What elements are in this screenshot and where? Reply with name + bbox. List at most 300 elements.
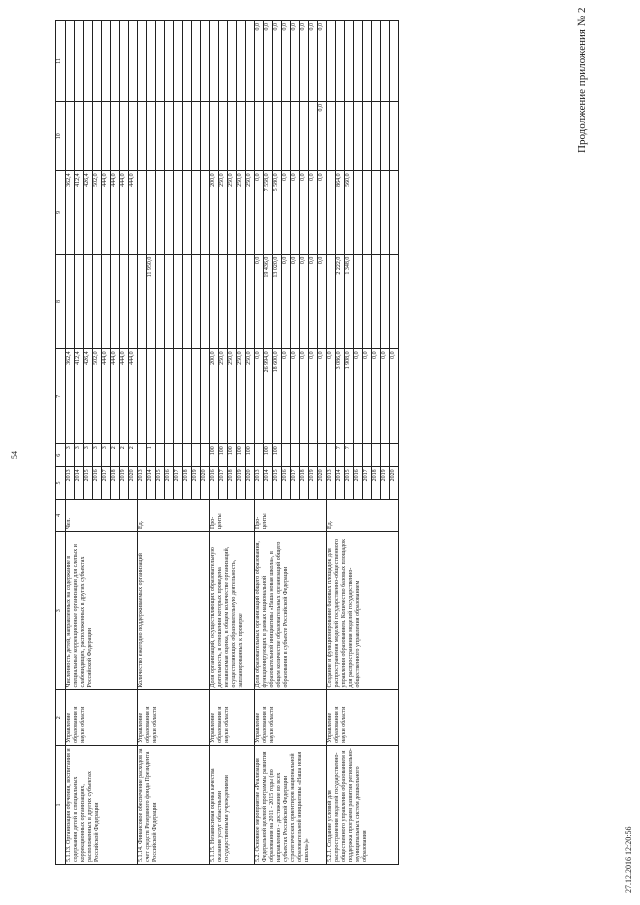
amount-cell: 0,0 — [381, 349, 390, 444]
year-cell: 2013 — [327, 467, 336, 499]
amount-cell — [192, 102, 201, 171]
target-value-cell: 100 — [264, 444, 273, 467]
amount-cell — [327, 102, 336, 171]
amount-cell — [192, 254, 201, 349]
amount-cell — [183, 102, 192, 171]
indicator-cell: Численность детей, направленных на содержание в специальные коррекционные организации для слепых и слабовидящих, расположенных в других субъектах Российской Федерации — [66, 532, 138, 690]
amount-cell: 362,4 — [66, 349, 75, 444]
target-value-cell: 7 — [345, 444, 354, 467]
year-cell: 2019 — [237, 467, 246, 499]
year-cell: 2017 — [291, 467, 300, 499]
target-value-cell — [282, 444, 291, 467]
year-cell: 2019 — [381, 467, 390, 499]
amount-cell — [201, 349, 210, 444]
amount-cell: 412,4 — [75, 171, 84, 254]
amount-cell: 0,0 — [363, 349, 372, 444]
executor-cell: Управление образования и науки области — [327, 690, 399, 745]
amount-cell: 0,0 — [282, 349, 291, 444]
amount-cell: 0,0 — [372, 349, 381, 444]
amount-cell — [381, 254, 390, 349]
amount-cell: 0,0 — [291, 349, 300, 444]
amount-cell: 426,4 — [84, 349, 93, 444]
target-value-cell: 100 — [273, 444, 282, 467]
amount-cell — [174, 349, 183, 444]
amount-cell — [174, 21, 183, 102]
amount-cell: 560,0 — [345, 171, 354, 254]
year-cell: 2013 — [66, 467, 75, 499]
amount-cell — [102, 21, 111, 102]
amount-cell — [327, 21, 336, 102]
year-cell: 2017 — [363, 467, 372, 499]
target-value-cell: 2 — [111, 444, 120, 467]
amount-cell — [156, 254, 165, 349]
column-header: 5 — [56, 467, 66, 499]
year-cell: 2015 — [156, 467, 165, 499]
target-value-cell: 3 — [93, 444, 102, 467]
column-header: 2 — [56, 690, 66, 745]
amount-cell — [363, 21, 372, 102]
year-cell: 2019 — [192, 467, 201, 499]
target-value-cell — [201, 444, 210, 467]
year-cell: 2017 — [102, 467, 111, 499]
year-cell: 2015 — [345, 467, 354, 499]
amount-cell — [228, 254, 237, 349]
amount-cell — [390, 102, 399, 171]
amount-cell — [219, 102, 228, 171]
amount-cell — [210, 102, 219, 171]
amount-cell: 0,0 — [327, 349, 336, 444]
amount-cell — [183, 349, 192, 444]
year-cell: 2014 — [147, 467, 156, 499]
amount-cell: 444,0 — [111, 171, 120, 254]
column-header: 7 — [56, 349, 66, 444]
amount-cell — [354, 21, 363, 102]
amount-cell — [102, 254, 111, 349]
amount-cell — [156, 21, 165, 102]
amount-cell — [345, 21, 354, 102]
amount-cell — [192, 171, 201, 254]
year-cell: 2014 — [264, 467, 273, 499]
amount-cell: 1 348,0 — [345, 254, 354, 349]
amount-cell: 250,0 — [228, 171, 237, 254]
amount-cell — [174, 171, 183, 254]
amount-cell: 7 558,0 — [264, 171, 273, 254]
year-cell: 2020 — [129, 467, 138, 499]
amount-cell — [201, 102, 210, 171]
amount-cell — [237, 254, 246, 349]
amount-cell — [129, 21, 138, 102]
amount-cell — [138, 102, 147, 171]
amount-cell: 0,0 — [354, 349, 363, 444]
amount-cell: 412,4 — [75, 349, 84, 444]
amount-cell — [264, 102, 273, 171]
column-header: 8 — [56, 254, 66, 349]
year-cell: 2018 — [111, 467, 120, 499]
amount-cell — [291, 102, 300, 171]
amount-cell — [120, 21, 129, 102]
year-cell: 2018 — [228, 467, 237, 499]
year-cell: 2016 — [282, 467, 291, 499]
amount-cell: 444,0 — [129, 171, 138, 254]
amount-cell: 444,0 — [129, 349, 138, 444]
amount-cell — [210, 21, 219, 102]
unit-cell: Чел. — [66, 499, 138, 531]
target-value-cell: 2 — [129, 444, 138, 467]
amount-cell: 0,0 — [282, 21, 291, 102]
amount-cell: 0,0 — [255, 21, 264, 102]
target-value-cell: 3 — [66, 444, 75, 467]
target-value-cell: 100 — [219, 444, 228, 467]
indicator-cell: Доля образовательных организаций общего образования, функционирующих в рамках национальной образовательной инициативы «Наша новая школа», в общем количестве образовательных организаций общего образования в субъекте Российской Федерации — [255, 532, 327, 690]
executor-cell: Управление образования и науки области — [66, 690, 138, 745]
year-cell: 2020 — [246, 467, 255, 499]
measure-cell: 5.2. Основное мероприятие «Реализация Федеральной целевой программы развития образования на 2011 - 2015 годы (по направлению - достижение во всех субъектах Российской Федерации стратегических ориентиров национальной образовательной инициативы «Наша новая школа»)» — [255, 745, 327, 864]
target-value-cell — [372, 444, 381, 467]
target-value-cell: 3 — [102, 444, 111, 467]
amount-cell — [372, 171, 381, 254]
amount-cell — [165, 102, 174, 171]
amount-cell — [381, 21, 390, 102]
amount-cell — [183, 21, 192, 102]
executor-cell: Управление образования и науки области — [210, 690, 255, 745]
amount-cell: 250,0 — [246, 171, 255, 254]
target-value-cell — [354, 444, 363, 467]
annex-title: Продолжение приложения № 2 — [576, 7, 588, 153]
amount-cell: 0,0 — [255, 254, 264, 349]
amount-cell — [201, 254, 210, 349]
amount-cell — [282, 102, 291, 171]
amount-cell: 0,0 — [282, 254, 291, 349]
amount-cell — [129, 102, 138, 171]
amount-cell: 444,0 — [120, 349, 129, 444]
amount-cell: 0,0 — [300, 254, 309, 349]
header-row — [56, 21, 66, 865]
amount-cell — [363, 171, 372, 254]
unit-cell: Про-центы — [255, 499, 327, 531]
amount-cell — [102, 102, 111, 171]
amount-cell — [246, 21, 255, 102]
amount-cell — [174, 254, 183, 349]
year-cell: 2013 — [138, 467, 147, 499]
amount-cell: 200,0 — [210, 349, 219, 444]
target-value-cell — [381, 444, 390, 467]
amount-cell — [129, 254, 138, 349]
amount-cell — [147, 102, 156, 171]
amount-cell: 362,4 — [66, 171, 75, 254]
amount-cell — [327, 171, 336, 254]
year-cell: 2016 — [93, 467, 102, 499]
amount-cell: 250,0 — [237, 171, 246, 254]
amount-cell — [327, 254, 336, 349]
amount-cell — [84, 21, 93, 102]
target-value-cell: 7 — [336, 444, 345, 467]
amount-cell — [390, 254, 399, 349]
indicator-cell: Создание и функционирование базовых площадок для распространения моделей государственно-общественного управления образованием. Количество базовых площадок для распространения моделей государственно-общественного управления образованием — [327, 532, 399, 690]
year-cell: 2016 — [210, 467, 219, 499]
amount-cell — [75, 21, 84, 102]
amount-cell — [120, 102, 129, 171]
year-cell: 2016 — [165, 467, 174, 499]
amount-cell: 13 020,0 — [273, 254, 282, 349]
target-value-cell — [363, 444, 372, 467]
indicator-cell: Количество ежегодно поддерживаемых организаций — [138, 532, 210, 690]
amount-cell — [93, 21, 102, 102]
amount-cell — [147, 349, 156, 444]
amount-cell — [192, 349, 201, 444]
amount-cell — [228, 102, 237, 171]
amount-cell — [66, 254, 75, 349]
target-value-cell — [327, 444, 336, 467]
amount-cell — [138, 21, 147, 102]
page-number: 54 — [10, 451, 19, 459]
amount-cell — [273, 102, 282, 171]
amount-cell — [138, 171, 147, 254]
print-timestamp: 27.12.2016 12:20:56 — [624, 826, 633, 893]
year-cell: 2014 — [336, 467, 345, 499]
target-value-cell — [291, 444, 300, 467]
amount-cell: 444,0 — [111, 349, 120, 444]
amount-cell: 250,0 — [246, 349, 255, 444]
amount-cell: 502,0 — [93, 171, 102, 254]
amount-cell — [336, 21, 345, 102]
table-row — [327, 21, 336, 865]
year-cell: 2020 — [201, 467, 210, 499]
amount-cell — [156, 171, 165, 254]
amount-cell: 11 950,0 — [147, 254, 156, 349]
column-header: 11 — [56, 21, 66, 102]
amount-cell: 0,0 — [300, 171, 309, 254]
amount-cell — [237, 102, 246, 171]
amount-cell: 0,0 — [255, 171, 264, 254]
amount-cell: 444,0 — [102, 171, 111, 254]
year-cell: 2017 — [219, 467, 228, 499]
year-cell: 2015 — [84, 467, 93, 499]
amount-cell — [84, 102, 93, 171]
amount-cell: 0,0 — [282, 171, 291, 254]
executor-cell: Управление образования и науки области — [255, 690, 327, 745]
amount-cell: 0,0 — [273, 21, 282, 102]
amount-cell — [372, 102, 381, 171]
amount-cell: 0,0 — [255, 349, 264, 444]
amount-cell — [183, 171, 192, 254]
amount-cell: 18 600,0 — [273, 349, 282, 444]
amount-cell: 864,0 — [336, 171, 345, 254]
indicator-cell: Доля организаций, осуществляющих образовательную деятельность, в отношении которых проведена независимая оценка, в общем количестве организаций, осуществляющих образовательную деятельность, запланированных к проверке — [210, 532, 255, 690]
column-header: 4 — [56, 499, 66, 531]
amount-cell — [201, 171, 210, 254]
amount-cell — [390, 171, 399, 254]
amount-cell — [183, 254, 192, 349]
year-cell: 2014 — [75, 467, 84, 499]
amount-cell — [66, 21, 75, 102]
amount-cell — [147, 171, 156, 254]
amount-cell: 5 580,0 — [273, 171, 282, 254]
amount-cell — [165, 254, 174, 349]
target-value-cell: 100 — [210, 444, 219, 467]
amount-cell — [246, 102, 255, 171]
amount-cell — [111, 254, 120, 349]
amount-cell: 250,0 — [219, 349, 228, 444]
amount-cell: 0,0 — [300, 349, 309, 444]
amount-cell: 444,0 — [120, 171, 129, 254]
amount-cell — [75, 254, 84, 349]
amount-cell: 19 436,0 — [264, 254, 273, 349]
measure-cell: 5.2.1. Создание условий для распространения моделей государственно-общественного управления образованием и поддержка программ развития регионально-муниципальных систем дошкольного образования — [327, 745, 399, 864]
amount-cell — [381, 102, 390, 171]
amount-cell — [246, 254, 255, 349]
table-row — [138, 21, 147, 865]
target-value-cell — [318, 444, 327, 467]
unit-cell: Про-центы — [210, 499, 255, 531]
amount-cell — [156, 102, 165, 171]
measure-cell: 5.1.15. Независимая оценка качества оказания услуг областными государственными учреждениями — [210, 745, 255, 864]
amount-cell — [192, 21, 201, 102]
table-body — [66, 21, 399, 865]
column-header: 1 — [56, 745, 66, 864]
amount-cell: 0,0 — [309, 21, 318, 102]
executor-cell: Управление образования и науки области — [138, 690, 210, 745]
amount-cell: 200,0 — [210, 171, 219, 254]
amount-cell: 0,0 — [318, 102, 327, 171]
column-header: 3 — [56, 532, 66, 690]
amount-cell — [255, 102, 264, 171]
target-value-cell: 100 — [246, 444, 255, 467]
amount-cell — [300, 102, 309, 171]
amount-cell: 0,0 — [300, 21, 309, 102]
amount-cell — [201, 21, 210, 102]
amount-cell: 0,0 — [309, 171, 318, 254]
amount-cell: 0,0 — [291, 254, 300, 349]
target-value-cell: 100 — [228, 444, 237, 467]
measure-cell: 5.1.14. Финансовое обеспечение расходов за счет средств Резервного фонда Президента Российской Федерации — [138, 745, 210, 864]
target-value-cell — [174, 444, 183, 467]
target-value-cell: 3 — [84, 444, 93, 467]
column-header: 9 — [56, 171, 66, 254]
target-value-cell: 2 — [120, 444, 129, 467]
target-value-cell — [156, 444, 165, 467]
amount-cell: 0,0 — [291, 171, 300, 254]
amount-cell: 3 086,0 — [336, 349, 345, 444]
year-cell: 2018 — [300, 467, 309, 499]
amount-cell: 502,0 — [93, 349, 102, 444]
target-value-cell — [183, 444, 192, 467]
amount-cell: 250,0 — [219, 171, 228, 254]
amount-cell — [363, 102, 372, 171]
unit-cell: Ед. — [327, 499, 399, 531]
amount-cell — [210, 254, 219, 349]
amount-cell: 2 222,0 — [336, 254, 345, 349]
amount-cell: 426,4 — [84, 171, 93, 254]
amount-cell: 0,0 — [264, 21, 273, 102]
amount-cell — [237, 21, 246, 102]
amount-cell — [336, 102, 345, 171]
target-value-cell — [165, 444, 174, 467]
measure-cell: 5.1.13. Организация обучения, воспитания и содержания детей в специальных коррекционных организациях, расположенных в других субъектах Российской Федерации — [66, 745, 138, 864]
amount-cell — [156, 349, 165, 444]
amount-cell — [372, 21, 381, 102]
amount-cell — [390, 21, 399, 102]
table-row — [210, 21, 219, 865]
year-cell: 2018 — [183, 467, 192, 499]
amount-cell: 1 908,0 — [345, 349, 354, 444]
amount-cell — [75, 102, 84, 171]
amount-cell: 0,0 — [318, 349, 327, 444]
amount-cell: 444,0 — [102, 349, 111, 444]
amount-cell: 250,0 — [237, 349, 246, 444]
amount-cell — [165, 349, 174, 444]
amount-cell: 26 994,0 — [264, 349, 273, 444]
year-cell: 2016 — [354, 467, 363, 499]
amount-cell — [111, 21, 120, 102]
amount-cell — [138, 349, 147, 444]
amount-cell: 0,0 — [318, 254, 327, 349]
target-value-cell: 1 — [147, 444, 156, 467]
amount-cell — [309, 102, 318, 171]
amount-cell — [111, 102, 120, 171]
amount-cell — [381, 171, 390, 254]
amount-cell — [84, 254, 93, 349]
amount-cell — [93, 102, 102, 171]
amount-cell: 0,0 — [318, 21, 327, 102]
amount-cell — [147, 21, 156, 102]
amount-cell — [219, 21, 228, 102]
year-cell: 2020 — [318, 467, 327, 499]
target-value-cell: 3 — [75, 444, 84, 467]
column-header: 10 — [56, 102, 66, 171]
year-cell: 2013 — [255, 467, 264, 499]
year-cell: 2020 — [390, 467, 399, 499]
amount-cell — [354, 171, 363, 254]
amount-cell: 0,0 — [309, 349, 318, 444]
target-value-cell — [300, 444, 309, 467]
amount-cell — [345, 102, 354, 171]
year-cell: 2019 — [309, 467, 318, 499]
amount-cell — [354, 254, 363, 349]
target-value-cell — [309, 444, 318, 467]
target-value-cell — [255, 444, 264, 467]
unit-cell: Ед. — [138, 499, 210, 531]
target-value-cell — [138, 444, 147, 467]
year-cell: 2019 — [120, 467, 129, 499]
amount-cell: 0,0 — [318, 171, 327, 254]
amount-cell — [120, 254, 129, 349]
year-cell: 2015 — [273, 467, 282, 499]
table-row — [255, 21, 264, 865]
amount-cell — [66, 102, 75, 171]
amount-cell: 0,0 — [309, 254, 318, 349]
year-cell: 2017 — [174, 467, 183, 499]
amount-cell — [138, 254, 147, 349]
target-value-cell: 100 — [237, 444, 246, 467]
amount-cell — [174, 102, 183, 171]
amount-cell: 0,0 — [291, 21, 300, 102]
amount-cell — [165, 171, 174, 254]
amount-cell — [93, 254, 102, 349]
column-header: 6 — [56, 444, 66, 467]
table-row — [66, 21, 75, 865]
budget-table — [55, 20, 399, 865]
target-value-cell — [192, 444, 201, 467]
target-value-cell — [390, 444, 399, 467]
amount-cell — [354, 102, 363, 171]
amount-cell — [219, 254, 228, 349]
year-cell: 2018 — [372, 467, 381, 499]
amount-cell: 250,0 — [228, 349, 237, 444]
amount-cell — [363, 254, 372, 349]
amount-cell — [372, 254, 381, 349]
amount-cell — [228, 21, 237, 102]
amount-cell — [165, 21, 174, 102]
